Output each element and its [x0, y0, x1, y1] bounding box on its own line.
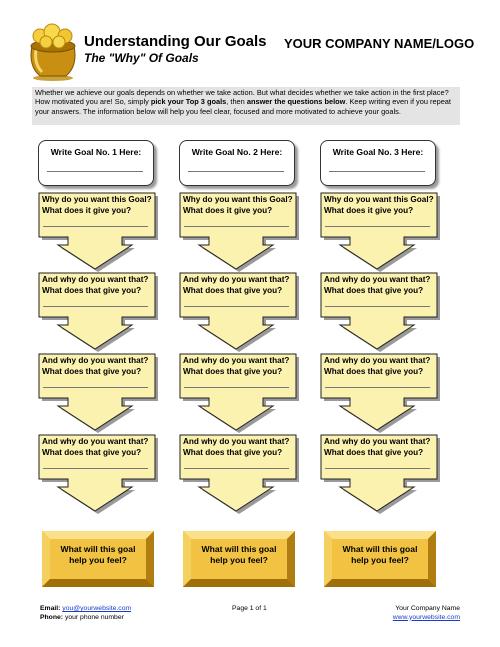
intro-text: . Keep writing even if you repeat your answers. The information below will help you feel clear, focused and more motivated to achieve your goals.: [35, 97, 451, 116]
answer-line[interactable]: [184, 468, 289, 469]
goal-input-box[interactable]: [38, 140, 154, 186]
question-line-2: What does it give you?: [324, 205, 414, 215]
feeling-box[interactable]: [42, 531, 154, 587]
question-line-2: What does that give you?: [324, 366, 424, 376]
why-step-1: [38, 192, 162, 266]
why-question: [324, 437, 434, 458]
answer-line[interactable]: [43, 468, 148, 469]
why-question: [183, 437, 293, 458]
why-step-1: [179, 192, 303, 266]
question-line-1: What will this goal: [60, 544, 136, 554]
question-line-1: And why do you want that?: [183, 437, 290, 446]
page-number: Page 1 of 1: [232, 605, 267, 612]
goal-input-box[interactable]: [179, 140, 295, 186]
footer-company-name: Your Company Name: [395, 605, 460, 612]
answer-line[interactable]: [325, 468, 430, 469]
question-line-2: What does that give you?: [324, 285, 424, 295]
website-link[interactable]: www.yourwebsite.com: [392, 613, 460, 621]
question-line-1: Why do you want this Goal?: [183, 195, 293, 204]
feeling-question: [42, 544, 154, 566]
why-step-3: [179, 353, 303, 427]
answer-line[interactable]: [184, 306, 289, 307]
question-line-2: What does that give you?: [324, 447, 424, 457]
question-line-1: Why do you want this Goal?: [42, 195, 152, 204]
question-line-2: help you feel?: [69, 555, 127, 565]
goal-column-2: [179, 140, 299, 565]
intro-text: , then: [226, 97, 247, 107]
why-step-2: [179, 272, 303, 346]
goal-input-box[interactable]: [320, 140, 436, 186]
intro-paragraph: [32, 87, 460, 125]
question-line-1: And why do you want that?: [183, 275, 290, 284]
question-line-2: What does that give you?: [42, 366, 142, 376]
footer-company: [378, 605, 460, 622]
answer-line[interactable]: [184, 226, 289, 227]
question-line-1: And why do you want that?: [324, 437, 431, 446]
goal-label: Write Goal No. 3 Here:: [332, 147, 424, 157]
answer-line[interactable]: [184, 387, 289, 388]
company-logo-text: YOUR COMPANY NAME/LOGO: [284, 36, 475, 51]
question-line-1: What will this goal: [201, 544, 277, 554]
answer-line[interactable]: [325, 387, 430, 388]
why-question: [324, 195, 434, 216]
why-question: [324, 356, 434, 377]
page-subtitle: The "Why" Of Goals: [84, 51, 199, 65]
goal-write-line[interactable]: [329, 171, 425, 172]
goal-column-1: [38, 140, 158, 565]
why-question: [183, 275, 293, 296]
question-line-2: help you feel?: [210, 555, 268, 565]
why-question: [42, 195, 152, 216]
why-step-1: [320, 192, 444, 266]
goal-column-3: [320, 140, 440, 565]
why-step-4: [38, 434, 162, 508]
why-step-3: [38, 353, 162, 427]
question-line-1: And why do you want that?: [324, 356, 431, 365]
why-step-4: [320, 434, 444, 508]
why-step-3: [320, 353, 444, 427]
answer-line[interactable]: [325, 226, 430, 227]
why-question: [324, 275, 434, 296]
question-line-2: What does that give you?: [183, 447, 283, 457]
goal-label: Write Goal No. 1 Here:: [50, 147, 142, 157]
goal-write-line[interactable]: [188, 171, 284, 172]
phone-number: your phone number: [64, 613, 124, 621]
why-question: [183, 356, 293, 377]
goal-write-line[interactable]: [47, 171, 143, 172]
phone-label: Phone:: [40, 613, 64, 621]
why-question: [42, 356, 152, 377]
goal-label: Write Goal No. 2 Here:: [191, 147, 283, 157]
feeling-box[interactable]: [324, 531, 436, 587]
intro-text: Whether we achieve our goals depends on whether we take action. But what decides whether we take action in the first place? How motivated you are! So, simply: [35, 88, 449, 107]
question-line-1: And why do you want that?: [42, 437, 149, 446]
why-question: [42, 275, 152, 296]
question-line-1: And why do you want that?: [42, 356, 149, 365]
intro-emphasis-questions: answer the questions below: [246, 97, 346, 107]
question-line-2: help you feel?: [351, 555, 409, 565]
answer-line[interactable]: [43, 387, 148, 388]
intro-emphasis-goals: pick your Top 3 goals: [150, 97, 227, 107]
answer-line[interactable]: [43, 226, 148, 227]
pot-of-gold-icon: [26, 22, 80, 82]
question-line-2: What does that give you?: [42, 285, 142, 295]
email-label: Email:: [40, 605, 61, 612]
why-step-4: [179, 434, 303, 508]
question-line-2: What does it give you?: [183, 205, 273, 215]
feeling-question: [183, 544, 295, 566]
question-line-1: And why do you want that?: [42, 275, 149, 284]
question-line-1: What will this goal: [342, 544, 418, 554]
question-line-1: And why do you want that?: [183, 356, 290, 365]
why-question: [183, 195, 293, 216]
why-step-2: [320, 272, 444, 346]
feeling-box[interactable]: [183, 531, 295, 587]
question-line-1: Why do you want this Goal?: [324, 195, 434, 204]
answer-line[interactable]: [325, 306, 430, 307]
question-line-2: What does it give you?: [42, 205, 132, 215]
question-line-1: And why do you want that?: [324, 275, 431, 284]
email-link[interactable]: you@yourwebsite.com: [62, 605, 132, 612]
footer-contact: [40, 605, 131, 622]
question-line-2: What does that give you?: [42, 447, 142, 457]
feeling-question: [324, 544, 436, 566]
page-title: Understanding Our Goals: [84, 33, 267, 50]
question-line-2: What does that give you?: [183, 366, 283, 376]
question-line-2: What does that give you?: [183, 285, 283, 295]
why-question: [42, 437, 152, 458]
answer-line[interactable]: [43, 306, 148, 307]
why-step-2: [38, 272, 162, 346]
